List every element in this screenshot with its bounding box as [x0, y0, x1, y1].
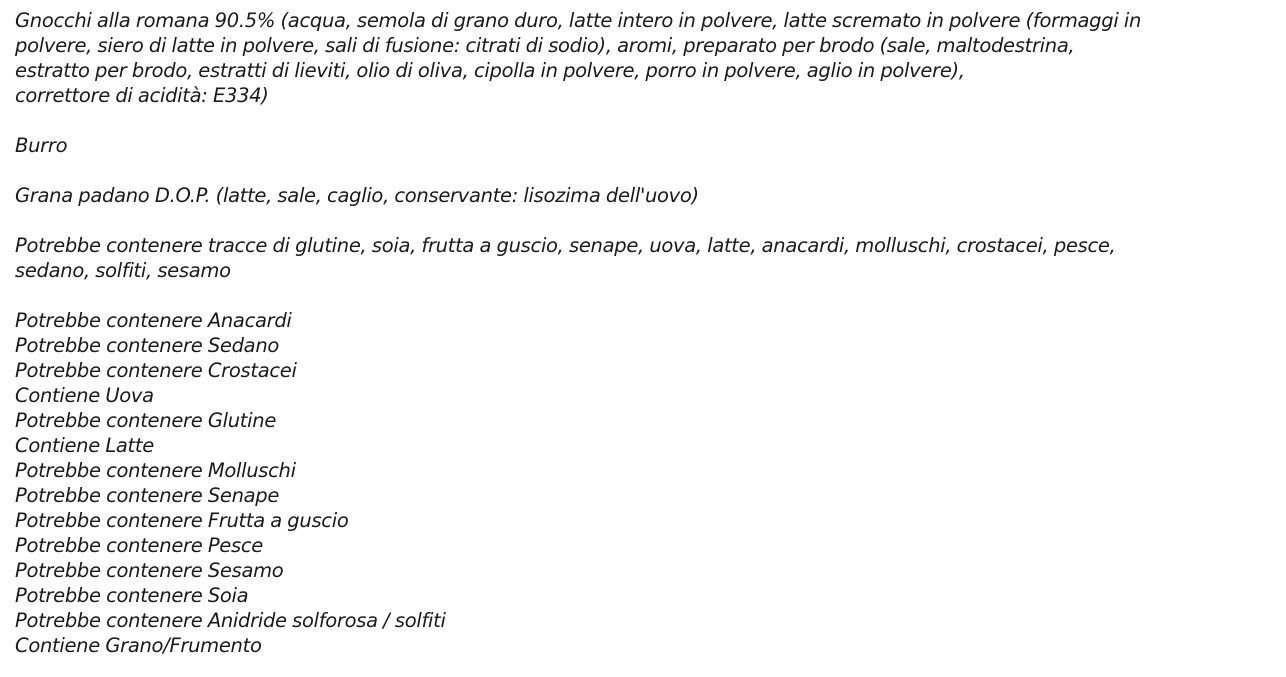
allergen-item: Potrebbe contenere Sedano — [15, 334, 280, 357]
allergen-item: Potrebbe contenere Crostacei — [15, 359, 297, 382]
allergen-item: Potrebbe contenere Sesamo — [15, 559, 284, 582]
allergen-item: Contiene Grano/Frumento — [15, 634, 262, 657]
traces-line: Potrebbe contenere tracce di glutine, soia, frutta a guscio, senape, uova, latte, anacardi, molluschi, crostacei, pesce, — [15, 234, 1116, 257]
grana-text: Grana padano D.O.P. (latte, sale, caglio, conservante: lisozima dell'uovo) — [15, 184, 699, 207]
allergen-item: Contiene Latte — [15, 434, 154, 457]
allergen-item: Potrebbe contenere Pesce — [15, 534, 263, 557]
allergen-item: Potrebbe contenere Anidride solforosa / solfiti — [15, 609, 446, 632]
grana-paragraph — [15, 183, 1277, 208]
burro-text: Burro — [15, 134, 68, 157]
ingredients-document — [15, 8, 1277, 658]
allergen-item: Potrebbe contenere Molluschi — [15, 459, 296, 482]
allergen-item: Potrebbe contenere Soia — [15, 584, 249, 607]
gnocchi-line: correttore di acidità: E334) — [15, 84, 269, 107]
allergen-item: Potrebbe contenere Frutta a guscio — [15, 509, 349, 532]
gnocchi-ingredients-paragraph — [15, 8, 1277, 108]
gnocchi-line: estratto per brodo, estratti di lieviti, olio di oliva, cipolla in polvere, porro in polvere, aglio in polvere), — [15, 59, 965, 82]
allergen-item: Contiene Uova — [15, 384, 154, 407]
allergen-item: Potrebbe contenere Senape — [15, 484, 280, 507]
traces-line: sedano, solfiti, sesamo — [15, 259, 231, 282]
traces-paragraph — [15, 233, 1277, 283]
burro-paragraph — [15, 133, 1277, 158]
allergen-list — [15, 308, 1277, 658]
allergen-item: Potrebbe contenere Anacardi — [15, 309, 292, 332]
gnocchi-line: polvere, siero di latte in polvere, sali di fusione: citrati di sodio), aromi, preparato per brodo (sale, maltodestrina, — [15, 34, 1075, 57]
allergen-item: Potrebbe contenere Glutine — [15, 409, 277, 432]
gnocchi-line: Gnocchi alla romana 90.5% (acqua, semola di grano duro, latte intero in polvere, latte scremato in polvere (formaggi in — [15, 9, 1142, 32]
